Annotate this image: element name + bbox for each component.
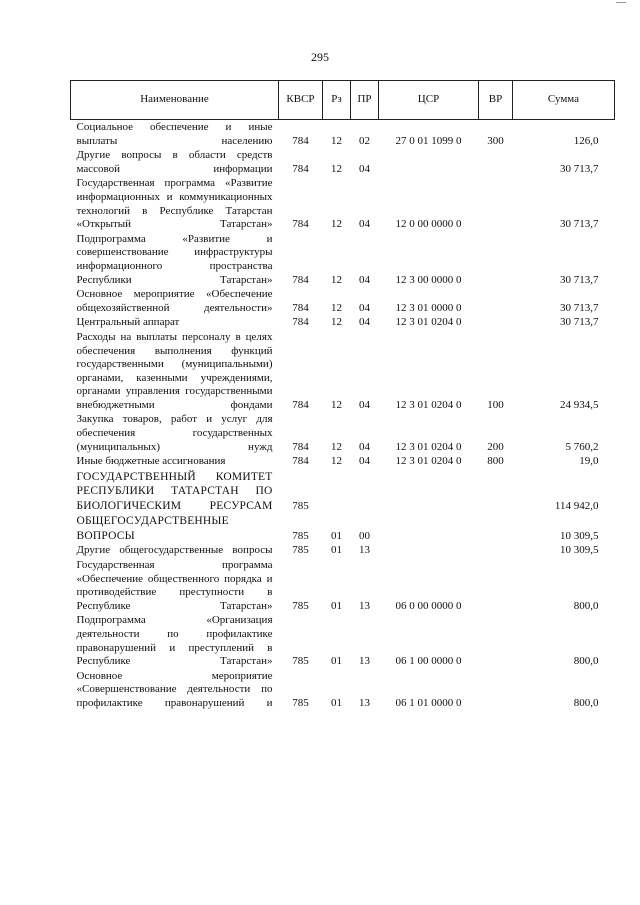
cell-vr: [479, 148, 513, 176]
cell-vr: [479, 543, 513, 558]
cell-vr: 200: [487, 440, 504, 453]
cell-csr: 06 1 01 0000 0: [395, 696, 462, 709]
cell-kvsr: 784: [292, 162, 309, 175]
cell-name: Подпрограмма «Организация деятельности по профилактике правонарушений и преступлений в Республике Татарстан»: [76, 614, 273, 668]
budget-table: [70, 80, 615, 710]
cell-csr: 06 1 00 0000 0: [395, 655, 462, 668]
table-row: [71, 148, 615, 176]
cell-sum: 126,0: [573, 134, 599, 147]
cell-name: ОБЩЕГОСУДАРСТВЕННЫЕ ВОПРОСЫ: [76, 515, 229, 542]
cell-rz: 01: [331, 696, 342, 709]
cell-sum: 30 713,7: [560, 301, 599, 314]
cell-vr: 300: [487, 134, 504, 147]
cell-vr: 800: [487, 455, 504, 468]
cell-kvsr: 785: [292, 599, 309, 612]
cell-csr: 12 3 01 0204 0: [395, 316, 462, 329]
cell-kvsr: 784: [292, 455, 309, 468]
table-row: [71, 330, 615, 413]
cell-rz: 12: [331, 134, 342, 147]
cell-rz: 12: [331, 316, 342, 329]
table-row: [71, 315, 615, 330]
cell-rz: 12: [331, 218, 342, 231]
cell-csr: 06 0 00 0000 0: [395, 599, 462, 612]
cell-pr: 13: [359, 655, 370, 668]
cell-pr: 02: [359, 134, 370, 147]
cell-sum: 800,0: [573, 696, 599, 709]
cell-name: Государственная программа «Обеспечение общественного порядка и противодействие преступности в Республике Татарстан»: [76, 558, 273, 612]
cell-vr: [479, 469, 513, 514]
header-kvsr: КВСР: [279, 81, 323, 120]
header-pr: ПР: [351, 81, 379, 120]
cell-vr: [479, 513, 513, 543]
cell-name: Центральный аппарат: [76, 316, 180, 329]
cell-name: Социальное обеспечение и иные выплаты населению: [76, 121, 273, 147]
cell-kvsr: 785: [292, 499, 309, 512]
table-row: [71, 287, 615, 315]
cell-pr: 13: [359, 599, 370, 612]
header-name: Наименование: [71, 81, 279, 120]
table-row: [71, 469, 615, 514]
cell-csr: [379, 543, 479, 558]
cell-rz: 12: [331, 440, 342, 453]
table-row: [71, 232, 615, 287]
cell-kvsr: 784: [292, 273, 309, 286]
cell-pr: 00: [359, 529, 370, 542]
cell-name: ГОСУДАРСТВЕННЫЙ КОМИТЕТ РЕСПУБЛИКИ ТАТАРСТАН ПО БИОЛОГИЧЕСКИМ РЕСУРСАМ: [76, 470, 273, 512]
cell-name: Основное мероприятие «Обеспечение общехозяйственной деятельности»: [76, 288, 273, 314]
header-sum: Сумма: [513, 81, 615, 120]
cell-kvsr: 784: [292, 218, 309, 231]
cell-kvsr: 785: [292, 529, 309, 542]
scan-mark: [616, 2, 626, 3]
table-row: [71, 454, 615, 469]
cell-pr: 13: [359, 544, 370, 557]
cell-sum: 800,0: [573, 599, 599, 612]
header-vr: ВР: [479, 81, 513, 120]
cell-name: Иные бюджетные ассигнования: [76, 455, 226, 468]
cell-csr: 12 3 00 0000 0: [395, 273, 462, 286]
cell-csr: 12 0 00 0000 0: [395, 218, 462, 231]
cell-name: Расходы на выплаты персоналу в целях обеспечения выполнения функций государственными (муниципальными) органами, казенными учреждениями, органами управления государственными внебюджетными фондами: [76, 330, 273, 411]
cell-rz: 12: [331, 455, 342, 468]
cell-rz: 12: [331, 398, 342, 411]
cell-sum: 30 713,7: [560, 218, 599, 231]
cell-rz: 12: [331, 162, 342, 175]
cell-pr: 04: [359, 162, 370, 175]
cell-name: Другие вопросы в области средств массовой информации: [76, 149, 273, 175]
cell-name: Закупка товаров, работ и услуг для обеспечения государственных (муниципальных) нужд: [76, 413, 273, 453]
cell-name: Основное мероприятие «Совершенствование деятельности по профилактике правонарушений и: [76, 669, 273, 709]
cell-name: Подпрограмма «Развитие и совершенствование инфраструктуры информационного пространства Республики Татарстан»: [76, 232, 273, 286]
cell-sum: 800,0: [573, 655, 599, 668]
cell-pr: 04: [359, 455, 370, 468]
cell-vr: [479, 287, 513, 315]
cell-csr: 12 3 01 0204 0: [395, 398, 462, 411]
cell-rz: 01: [331, 599, 342, 612]
table-row: [71, 543, 615, 558]
cell-rz: 12: [331, 273, 342, 286]
cell-sum: 24 934,5: [560, 398, 599, 411]
cell-pr: 04: [359, 316, 370, 329]
cell-vr: 100: [487, 398, 504, 411]
table-header-row: [71, 81, 615, 120]
cell-rz: 01: [331, 529, 342, 542]
table-row: [71, 412, 615, 454]
cell-rz: 01: [331, 544, 342, 557]
table-row: [71, 613, 615, 668]
cell-sum: 10 309,5: [560, 544, 599, 557]
cell-csr: 27 0 01 1099 0: [395, 134, 462, 147]
cell-kvsr: 784: [292, 398, 309, 411]
header-csr: ЦСР: [379, 81, 479, 120]
cell-pr: 04: [359, 273, 370, 286]
cell-csr: [379, 513, 479, 543]
cell-vr: [479, 613, 513, 668]
cell-kvsr: 785: [292, 655, 309, 668]
cell-vr: [479, 232, 513, 287]
cell-sum: 114 942,0: [554, 499, 599, 512]
cell-sum: 30 713,7: [560, 316, 599, 329]
cell-vr: [479, 315, 513, 330]
cell-pr: [351, 469, 379, 514]
header-rz: Рз: [323, 81, 351, 120]
cell-kvsr: 785: [292, 544, 309, 557]
cell-pr: 04: [359, 218, 370, 231]
cell-vr: [479, 558, 513, 613]
cell-sum: 19,0: [579, 455, 599, 468]
cell-kvsr: 784: [292, 134, 309, 147]
cell-sum: 30 713,7: [560, 162, 599, 175]
cell-csr: 12 3 01 0204 0: [395, 440, 462, 453]
cell-pr: 04: [359, 398, 370, 411]
cell-kvsr: 785: [292, 696, 309, 709]
table-body: [71, 120, 615, 711]
cell-rz: [323, 469, 351, 514]
cell-csr: 12 3 01 0000 0: [395, 301, 462, 314]
cell-sum: 30 713,7: [560, 273, 599, 286]
table-row: [71, 669, 615, 711]
table-row: [71, 513, 615, 543]
cell-pr: 13: [359, 696, 370, 709]
cell-kvsr: 784: [292, 316, 309, 329]
cell-csr: [379, 469, 479, 514]
table-row: [71, 558, 615, 613]
cell-csr: 12 3 01 0204 0: [395, 455, 462, 468]
cell-name: Другие общегосударственные вопросы: [76, 544, 273, 557]
cell-vr: [479, 669, 513, 711]
cell-rz: 12: [331, 301, 342, 314]
cell-name: Государственная программа «Развитие информационных и коммуникационных технологий в Республике Татарстан «Открытый Татарстан»: [76, 177, 273, 231]
table-row: [71, 120, 615, 149]
cell-sum: 5 760,2: [565, 440, 599, 453]
page-number: 295: [311, 50, 329, 64]
cell-csr: [379, 148, 479, 176]
cell-kvsr: 784: [292, 440, 309, 453]
table-row: [71, 176, 615, 231]
cell-rz: 01: [331, 655, 342, 668]
cell-pr: 04: [359, 301, 370, 314]
cell-sum: 10 309,5: [560, 529, 599, 542]
cell-pr: 04: [359, 440, 370, 453]
cell-vr: [479, 176, 513, 231]
cell-kvsr: 784: [292, 301, 309, 314]
